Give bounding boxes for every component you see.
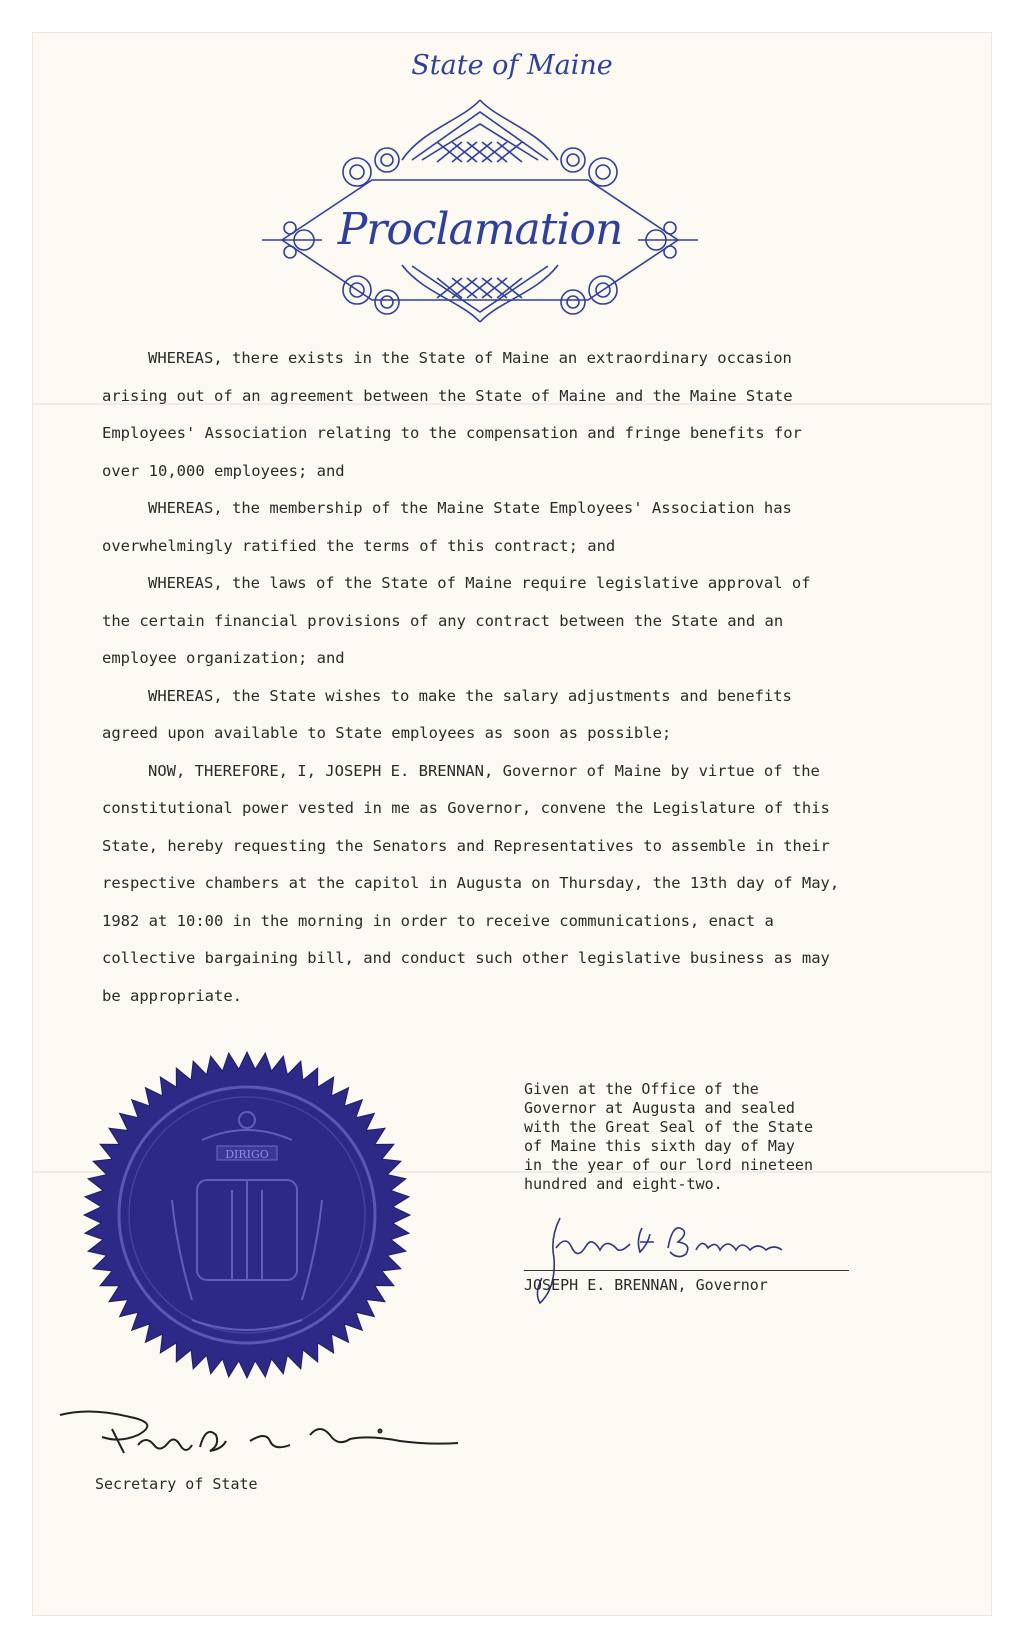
great-seal <box>82 1050 412 1380</box>
signature-line <box>524 1270 849 1271</box>
whereas-paragraph: WHEREAS, the membership of the Maine State Employees' Association has overwhelmingly ratified the terms of this contract; and <box>102 499 792 555</box>
proclamation-body <box>102 340 842 1015</box>
governor-name: JOSEPH E. BRENNAN, Governor <box>524 1276 768 1294</box>
whereas-paragraph: WHEREAS, there exists in the State of Maine an extraordinary occasion arising out of an agreement between the State of Maine and the Maine State Employees' Association relating to the compensation and fringe benefits for over 10,000 employees; and <box>102 349 802 480</box>
whereas-paragraph: WHEREAS, the State wishes to make the salary adjustments and benefits agreed upon available to State employees as soon as possible; <box>102 686 792 742</box>
given-at-statement: Given at the Office of the Governor at Augusta and sealed with the Great Seal of the State of Maine this sixth day of May in the year of our lord nineteen hundred and eight-two. <box>524 1080 813 1193</box>
therefore-paragraph: NOW, THEREFORE, I, JOSEPH E. BRENNAN, Governor of Maine by virtue of the constitutional power vested in me as Governor, convene the Legislature of this State, hereby requesting the Senators and Representatives to assemble in their respective chambers at the capitol in Augusta on Thursday, the 13th day of May, 1982 at 10:00 in the morning in order to receive communications, enact a collective bargaining bill, and conduct such other legislative business as may be appropriate. <box>102 761 840 1005</box>
whereas-paragraph: WHEREAS, the laws of the State of Maine require legislative approval of the certain financial provisions of any contract between the State and an employee organization; and <box>102 574 811 667</box>
secretary-of-state-label: Secretary of State <box>95 1475 258 1493</box>
proclamation-cartouche <box>262 90 698 326</box>
seal-motto: DIRIGO <box>225 1148 269 1161</box>
proclamation-title: Proclamation <box>337 204 623 255</box>
state-heading: State of Maine <box>411 50 613 81</box>
seal-icon <box>82 1050 412 1380</box>
